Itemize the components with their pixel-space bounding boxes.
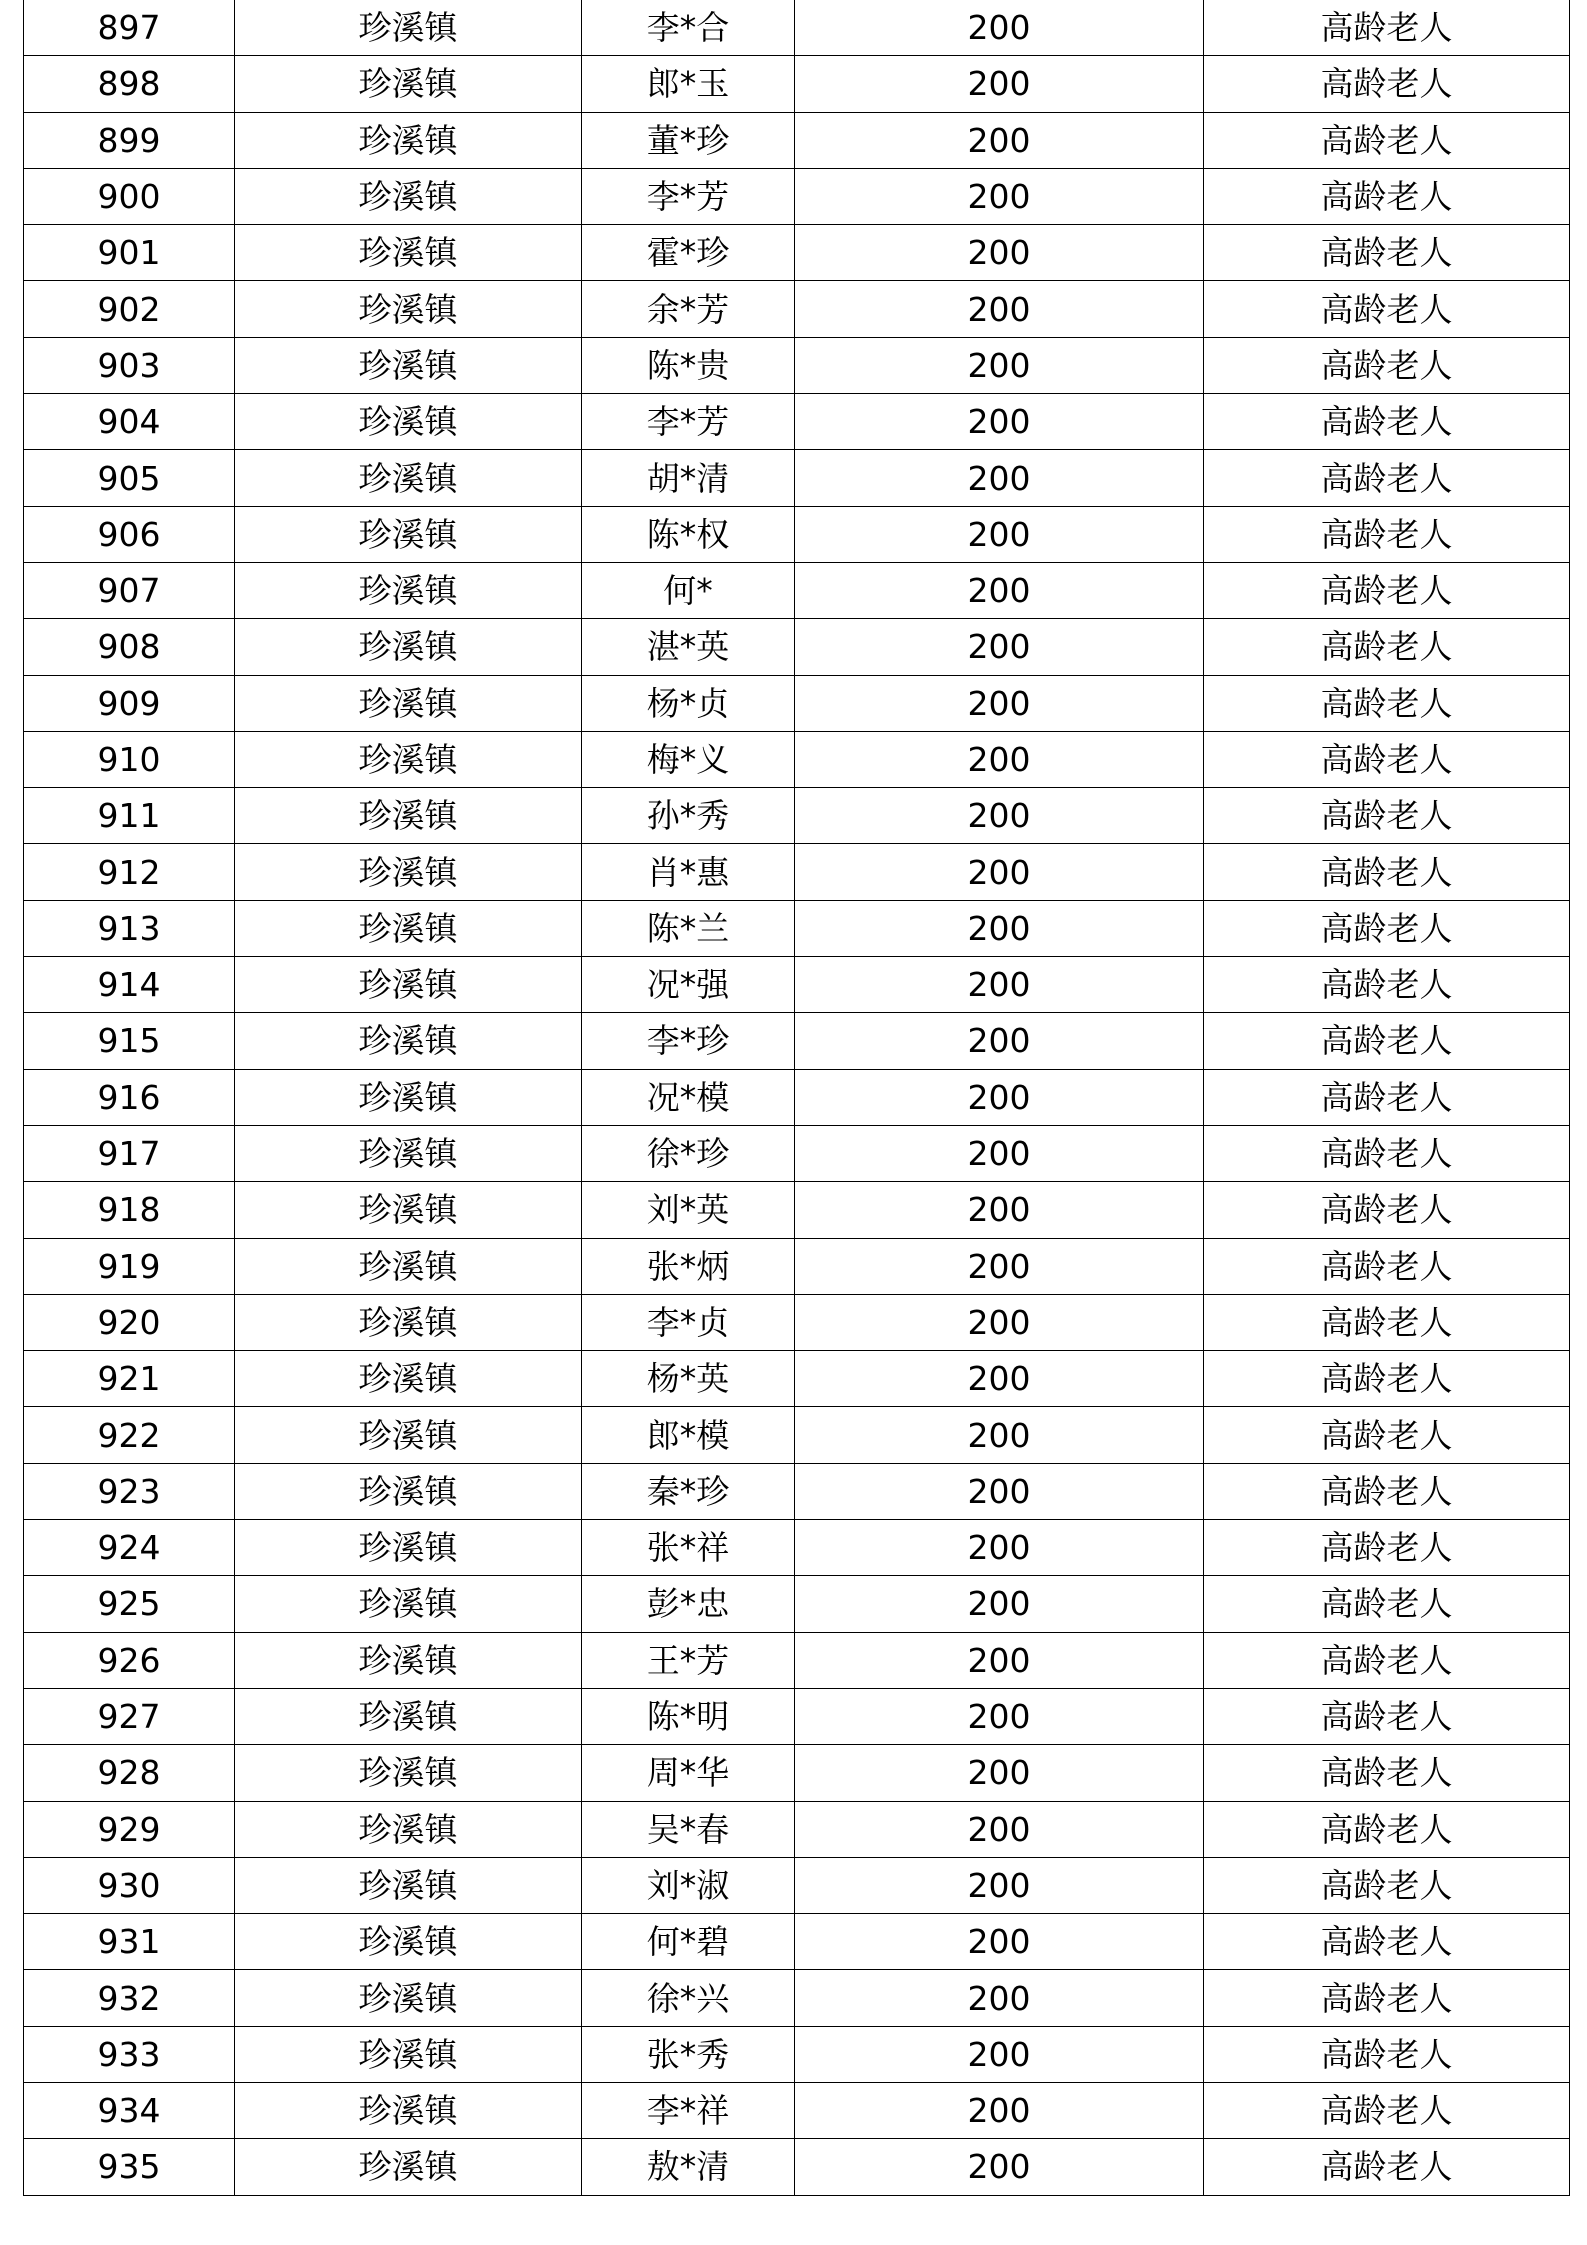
- category-cell: 高龄老人: [1204, 1125, 1570, 1181]
- amount-cell: 200: [795, 1632, 1204, 1688]
- amount-cell: 200: [795, 394, 1204, 450]
- category-cell: 高龄老人: [1204, 1632, 1570, 1688]
- serial-number-cell: 897: [24, 0, 235, 56]
- serial-number-cell: 928: [24, 1745, 235, 1801]
- serial-number-cell: 905: [24, 450, 235, 506]
- table-row: [24, 675, 1570, 731]
- serial-number-cell: 903: [24, 337, 235, 393]
- amount-cell: 200: [795, 2082, 1204, 2138]
- subsidy-table-container: [23, 0, 1570, 2196]
- serial-number-cell: 912: [24, 844, 235, 900]
- name-cell: 李*芳: [582, 394, 795, 450]
- name-cell: 何*: [582, 562, 795, 618]
- name-cell: 周*华: [582, 1745, 795, 1801]
- table-row: [24, 619, 1570, 675]
- town-cell: 珍溪镇: [235, 619, 582, 675]
- category-cell: 高龄老人: [1204, 1069, 1570, 1125]
- table-row: [24, 394, 1570, 450]
- serial-number-cell: 931: [24, 1914, 235, 1970]
- town-cell: 珍溪镇: [235, 1745, 582, 1801]
- category-cell: 高龄老人: [1204, 731, 1570, 787]
- table-row: [24, 562, 1570, 618]
- name-cell: 董*珍: [582, 112, 795, 168]
- table-row: [24, 788, 1570, 844]
- amount-cell: 200: [795, 2026, 1204, 2082]
- name-cell: 霍*珍: [582, 225, 795, 281]
- town-cell: 珍溪镇: [235, 112, 582, 168]
- amount-cell: 200: [795, 1745, 1204, 1801]
- amount-cell: 200: [795, 1801, 1204, 1857]
- table-row: [24, 1745, 1570, 1801]
- name-cell: 陈*权: [582, 506, 795, 562]
- town-cell: 珍溪镇: [235, 562, 582, 618]
- category-cell: 高龄老人: [1204, 2026, 1570, 2082]
- name-cell: 陈*明: [582, 1688, 795, 1744]
- name-cell: 况*强: [582, 957, 795, 1013]
- town-cell: 珍溪镇: [235, 1238, 582, 1294]
- category-cell: 高龄老人: [1204, 281, 1570, 337]
- town-cell: 珍溪镇: [235, 1801, 582, 1857]
- town-cell: 珍溪镇: [235, 957, 582, 1013]
- serial-number-cell: 935: [24, 2139, 235, 2195]
- amount-cell: 200: [795, 900, 1204, 956]
- serial-number-cell: 921: [24, 1351, 235, 1407]
- name-cell: 郎*模: [582, 1407, 795, 1463]
- name-cell: 李*合: [582, 0, 795, 56]
- table-row: [24, 957, 1570, 1013]
- table-row: [24, 1407, 1570, 1463]
- category-cell: 高龄老人: [1204, 225, 1570, 281]
- amount-cell: 200: [795, 1238, 1204, 1294]
- name-cell: 刘*淑: [582, 1857, 795, 1913]
- category-cell: 高龄老人: [1204, 1407, 1570, 1463]
- category-cell: 高龄老人: [1204, 675, 1570, 731]
- category-cell: 高龄老人: [1204, 1801, 1570, 1857]
- name-cell: 李*珍: [582, 1013, 795, 1069]
- name-cell: 郎*玉: [582, 56, 795, 112]
- amount-cell: 200: [795, 1463, 1204, 1519]
- name-cell: 况*模: [582, 1069, 795, 1125]
- town-cell: 珍溪镇: [235, 675, 582, 731]
- serial-number-cell: 900: [24, 168, 235, 224]
- town-cell: 珍溪镇: [235, 56, 582, 112]
- amount-cell: 200: [795, 281, 1204, 337]
- table-row: [24, 2139, 1570, 2195]
- category-cell: 高龄老人: [1204, 1294, 1570, 1350]
- category-cell: 高龄老人: [1204, 619, 1570, 675]
- table-row: [24, 1294, 1570, 1350]
- amount-cell: 200: [795, 1520, 1204, 1576]
- table-row: [24, 1125, 1570, 1181]
- serial-number-cell: 924: [24, 1520, 235, 1576]
- table-row: [24, 900, 1570, 956]
- table-row: [24, 225, 1570, 281]
- town-cell: 珍溪镇: [235, 1407, 582, 1463]
- amount-cell: 200: [795, 450, 1204, 506]
- serial-number-cell: 930: [24, 1857, 235, 1913]
- category-cell: 高龄老人: [1204, 337, 1570, 393]
- category-cell: 高龄老人: [1204, 56, 1570, 112]
- amount-cell: 200: [795, 1857, 1204, 1913]
- amount-cell: 200: [795, 2139, 1204, 2195]
- amount-cell: 200: [795, 506, 1204, 562]
- amount-cell: 200: [795, 1294, 1204, 1350]
- amount-cell: 200: [795, 1576, 1204, 1632]
- table-body: [24, 0, 1570, 2195]
- amount-cell: 200: [795, 731, 1204, 787]
- serial-number-cell: 913: [24, 900, 235, 956]
- amount-cell: 200: [795, 0, 1204, 56]
- town-cell: 珍溪镇: [235, 731, 582, 787]
- town-cell: 珍溪镇: [235, 1576, 582, 1632]
- town-cell: 珍溪镇: [235, 1520, 582, 1576]
- name-cell: 王*芳: [582, 1632, 795, 1688]
- table-row: [24, 844, 1570, 900]
- serial-number-cell: 932: [24, 1970, 235, 2026]
- name-cell: 彭*忠: [582, 1576, 795, 1632]
- category-cell: 高龄老人: [1204, 1914, 1570, 1970]
- amount-cell: 200: [795, 957, 1204, 1013]
- category-cell: 高龄老人: [1204, 1970, 1570, 2026]
- amount-cell: 200: [795, 788, 1204, 844]
- category-cell: 高龄老人: [1204, 1463, 1570, 1519]
- category-cell: 高龄老人: [1204, 1688, 1570, 1744]
- table-row: [24, 731, 1570, 787]
- town-cell: 珍溪镇: [235, 1182, 582, 1238]
- amount-cell: 200: [795, 844, 1204, 900]
- serial-number-cell: 915: [24, 1013, 235, 1069]
- category-cell: 高龄老人: [1204, 562, 1570, 618]
- serial-number-cell: 934: [24, 2082, 235, 2138]
- category-cell: 高龄老人: [1204, 450, 1570, 506]
- amount-cell: 200: [795, 675, 1204, 731]
- serial-number-cell: 914: [24, 957, 235, 1013]
- town-cell: 珍溪镇: [235, 506, 582, 562]
- category-cell: 高龄老人: [1204, 1857, 1570, 1913]
- table-row: [24, 1857, 1570, 1913]
- serial-number-cell: 922: [24, 1407, 235, 1463]
- town-cell: 珍溪镇: [235, 1125, 582, 1181]
- table-row: [24, 1069, 1570, 1125]
- name-cell: 秦*珍: [582, 1463, 795, 1519]
- category-cell: 高龄老人: [1204, 1520, 1570, 1576]
- table-row: [24, 1688, 1570, 1744]
- name-cell: 敖*清: [582, 2139, 795, 2195]
- amount-cell: 200: [795, 1688, 1204, 1744]
- table-row: [24, 281, 1570, 337]
- town-cell: 珍溪镇: [235, 900, 582, 956]
- table-row: [24, 112, 1570, 168]
- town-cell: 珍溪镇: [235, 1914, 582, 1970]
- town-cell: 珍溪镇: [235, 844, 582, 900]
- serial-number-cell: 926: [24, 1632, 235, 1688]
- serial-number-cell: 910: [24, 731, 235, 787]
- name-cell: 陈*贵: [582, 337, 795, 393]
- table-row: [24, 1013, 1570, 1069]
- town-cell: 珍溪镇: [235, 1463, 582, 1519]
- table-row: [24, 1463, 1570, 1519]
- category-cell: 高龄老人: [1204, 2139, 1570, 2195]
- serial-number-cell: 906: [24, 506, 235, 562]
- amount-cell: 200: [795, 1407, 1204, 1463]
- name-cell: 徐*珍: [582, 1125, 795, 1181]
- name-cell: 杨*英: [582, 1351, 795, 1407]
- table-row: [24, 1914, 1570, 1970]
- table-row: [24, 2026, 1570, 2082]
- amount-cell: 200: [795, 1914, 1204, 1970]
- amount-cell: 200: [795, 1125, 1204, 1181]
- category-cell: 高龄老人: [1204, 0, 1570, 56]
- name-cell: 张*炳: [582, 1238, 795, 1294]
- category-cell: 高龄老人: [1204, 168, 1570, 224]
- serial-number-cell: 925: [24, 1576, 235, 1632]
- table-row: [24, 1801, 1570, 1857]
- town-cell: 珍溪镇: [235, 1013, 582, 1069]
- table-row: [24, 1520, 1570, 1576]
- town-cell: 珍溪镇: [235, 1632, 582, 1688]
- serial-number-cell: 908: [24, 619, 235, 675]
- table-row: [24, 56, 1570, 112]
- table-row: [24, 337, 1570, 393]
- name-cell: 张*祥: [582, 1520, 795, 1576]
- amount-cell: 200: [795, 225, 1204, 281]
- amount-cell: 200: [795, 1182, 1204, 1238]
- name-cell: 徐*兴: [582, 1970, 795, 2026]
- name-cell: 杨*贞: [582, 675, 795, 731]
- serial-number-cell: 907: [24, 562, 235, 618]
- serial-number-cell: 899: [24, 112, 235, 168]
- table-row: [24, 1351, 1570, 1407]
- serial-number-cell: 902: [24, 281, 235, 337]
- table-row: [24, 1970, 1570, 2026]
- category-cell: 高龄老人: [1204, 1182, 1570, 1238]
- serial-number-cell: 920: [24, 1294, 235, 1350]
- table-row: [24, 168, 1570, 224]
- amount-cell: 200: [795, 1013, 1204, 1069]
- name-cell: 何*碧: [582, 1914, 795, 1970]
- serial-number-cell: 911: [24, 788, 235, 844]
- amount-cell: 200: [795, 1069, 1204, 1125]
- category-cell: 高龄老人: [1204, 957, 1570, 1013]
- category-cell: 高龄老人: [1204, 788, 1570, 844]
- table-row: [24, 506, 1570, 562]
- amount-cell: 200: [795, 619, 1204, 675]
- name-cell: 吴*春: [582, 1801, 795, 1857]
- table-row: [24, 0, 1570, 56]
- name-cell: 李*芳: [582, 168, 795, 224]
- name-cell: 湛*英: [582, 619, 795, 675]
- town-cell: 珍溪镇: [235, 168, 582, 224]
- town-cell: 珍溪镇: [235, 2139, 582, 2195]
- category-cell: 高龄老人: [1204, 1576, 1570, 1632]
- town-cell: 珍溪镇: [235, 394, 582, 450]
- serial-number-cell: 904: [24, 394, 235, 450]
- category-cell: 高龄老人: [1204, 506, 1570, 562]
- name-cell: 陈*兰: [582, 900, 795, 956]
- town-cell: 珍溪镇: [235, 1294, 582, 1350]
- serial-number-cell: 901: [24, 225, 235, 281]
- category-cell: 高龄老人: [1204, 1238, 1570, 1294]
- serial-number-cell: 916: [24, 1069, 235, 1125]
- town-cell: 珍溪镇: [235, 337, 582, 393]
- serial-number-cell: 909: [24, 675, 235, 731]
- table-row: [24, 2082, 1570, 2138]
- amount-cell: 200: [795, 112, 1204, 168]
- town-cell: 珍溪镇: [235, 450, 582, 506]
- name-cell: 刘*英: [582, 1182, 795, 1238]
- name-cell: 梅*义: [582, 731, 795, 787]
- town-cell: 珍溪镇: [235, 2082, 582, 2138]
- table-row: [24, 1238, 1570, 1294]
- town-cell: 珍溪镇: [235, 0, 582, 56]
- table-row: [24, 1576, 1570, 1632]
- serial-number-cell: 927: [24, 1688, 235, 1744]
- town-cell: 珍溪镇: [235, 1069, 582, 1125]
- table-row: [24, 1632, 1570, 1688]
- town-cell: 珍溪镇: [235, 1857, 582, 1913]
- serial-number-cell: 917: [24, 1125, 235, 1181]
- amount-cell: 200: [795, 1351, 1204, 1407]
- category-cell: 高龄老人: [1204, 112, 1570, 168]
- town-cell: 珍溪镇: [235, 788, 582, 844]
- name-cell: 李*祥: [582, 2082, 795, 2138]
- town-cell: 珍溪镇: [235, 2026, 582, 2082]
- town-cell: 珍溪镇: [235, 1970, 582, 2026]
- town-cell: 珍溪镇: [235, 1351, 582, 1407]
- serial-number-cell: 933: [24, 2026, 235, 2082]
- serial-number-cell: 898: [24, 56, 235, 112]
- subsidy-table: [23, 0, 1570, 2196]
- amount-cell: 200: [795, 168, 1204, 224]
- name-cell: 肖*惠: [582, 844, 795, 900]
- serial-number-cell: 923: [24, 1463, 235, 1519]
- category-cell: 高龄老人: [1204, 844, 1570, 900]
- name-cell: 余*芳: [582, 281, 795, 337]
- amount-cell: 200: [795, 337, 1204, 393]
- name-cell: 李*贞: [582, 1294, 795, 1350]
- town-cell: 珍溪镇: [235, 281, 582, 337]
- name-cell: 孙*秀: [582, 788, 795, 844]
- town-cell: 珍溪镇: [235, 1688, 582, 1744]
- name-cell: 胡*清: [582, 450, 795, 506]
- amount-cell: 200: [795, 1970, 1204, 2026]
- name-cell: 张*秀: [582, 2026, 795, 2082]
- category-cell: 高龄老人: [1204, 900, 1570, 956]
- serial-number-cell: 919: [24, 1238, 235, 1294]
- amount-cell: 200: [795, 56, 1204, 112]
- serial-number-cell: 929: [24, 1801, 235, 1857]
- table-row: [24, 450, 1570, 506]
- category-cell: 高龄老人: [1204, 394, 1570, 450]
- category-cell: 高龄老人: [1204, 2082, 1570, 2138]
- serial-number-cell: 918: [24, 1182, 235, 1238]
- category-cell: 高龄老人: [1204, 1013, 1570, 1069]
- category-cell: 高龄老人: [1204, 1351, 1570, 1407]
- town-cell: 珍溪镇: [235, 225, 582, 281]
- amount-cell: 200: [795, 562, 1204, 618]
- table-row: [24, 1182, 1570, 1238]
- category-cell: 高龄老人: [1204, 1745, 1570, 1801]
